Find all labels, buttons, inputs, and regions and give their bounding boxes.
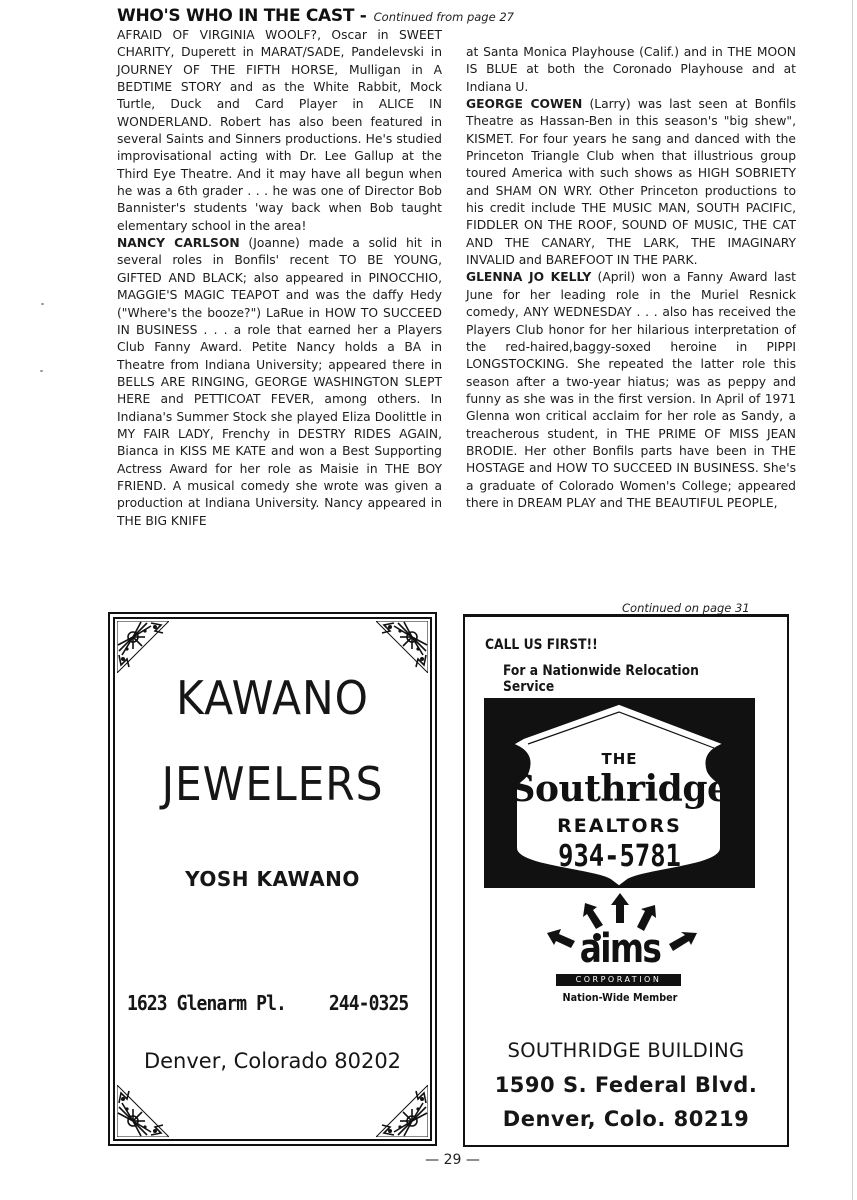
southridge-city: Denver, Colo. 80219 (502, 1107, 750, 1131)
bio-paragraph (466, 44, 796, 96)
southridge-logo-the: THE (601, 750, 638, 768)
page-number: — 29 — (425, 1152, 480, 1168)
southridge-realtors-ad (463, 614, 789, 1147)
bio-paragraph (117, 27, 442, 235)
aims-member-note: Nation-Wide Member (562, 992, 678, 1004)
southridge-phone: 934-5781 (558, 839, 681, 874)
southridge-logo-brand: Southridge (509, 768, 730, 810)
southridge-building: SOUTHRIDGE BUILDING (507, 1039, 745, 1062)
bio-text: at Santa Monica Playhouse (Calif.) and in THE MOON IS BLUE at both the Coronado Playhouse and at Indiana U. (466, 45, 796, 94)
floral-corner-icon (117, 621, 169, 673)
kawano-name-line2: JEWELERS (161, 757, 384, 811)
bio-paragraph (466, 96, 796, 269)
cast-name: NANCY CARLSON (117, 236, 240, 251)
floral-corner-icon (376, 1085, 428, 1137)
aims-wordmark: aims (579, 926, 661, 972)
southridge-logo (484, 698, 755, 888)
kawano-name-line1: KAWANO (176, 671, 369, 725)
bio-paragraph (117, 235, 442, 530)
aims-logo (525, 893, 715, 1018)
kawano-owner: YOSH KAWANO (185, 867, 360, 891)
cast-name: GEORGE COWEN (466, 97, 583, 112)
kawano-jewelers-ad (108, 612, 437, 1146)
scan-speck (40, 370, 43, 372)
southridge-logo-realtors: REALTORS (557, 815, 682, 837)
bio-paragraph (466, 269, 796, 512)
bio-text: (April) won a Fanny Award last June for her leading role in the Muriel Resnick comedy, ANY WEDNESDAY . . . also has received the Players Club honor for her hilarious interpretation of the red-haired,baggy-soxed heroine in PIPPI LONGSTOCKING. She repeated the latter role this season after a two-year hiatus; was as peppy and funny as she was in the first version. In April of 1971 Glenna won critical acclaim for her role as Sandy, a treacherous student, in THE PRIME OF MISS JEAN BRODIE. Her other Bonfils parts have been in THE HOSTAGE and HOW TO SUCCEED IN BUSINESS. She's a graduate of Colorado Women's College; appeared there in DREAM PLAY and THE BEAUTIFUL PEOPLE, (466, 270, 797, 510)
southridge-subtagline: For a Nationwide Relocation Service (503, 663, 699, 695)
southridge-street: 1590 S. Federal Blvd. (494, 1073, 758, 1097)
floral-corner-icon (376, 621, 428, 673)
bio-text: AFRAID OF VIRGINIA WOOLF?, Oscar in SWEET CHARITY, Duperett in MARAT/SADE, Pandelevski in JOURNEY OF THE FIFTH HORSE, Mulligan in A BEDTIME STORY and as the White Rabbit, Mock Turtle, Duck and Card Player in ALICE IN WONDERLAND. Robert has also been featured in several Saints and Sinners productions. He's studied improvisational acting with Dr. Lee Gallup at the Third Eye Theatre. And it may have all begun when he was a 6th grader . . . he was one of Director Bob Bannister's students 'way back when Bob taught elementary school in the area! (117, 28, 442, 233)
southridge-tagline: CALL US FIRST!! (485, 637, 598, 653)
scan-speck (41, 303, 44, 305)
section-header (117, 6, 514, 26)
bio-text: (Larry) was last seen at Bonfils Theatre as Hassan-Ben in this season's "big shew", KISMET. For four years he sang and danced with the Princeton Triangle Club when that illustrious group toured America with such shows as HIGH SOBRIETY and SHAM ON WRY. Other Princeton productions to his credit include THE MUSIC MAN, SOUTH PACIFIC, FIDDLER ON THE ROOF, SOUND OF MUSIC, THE CAT AND THE CANARY, THE LARK, THE IMAGINARY INVALID and BAREFOOT IN THE PARK. (466, 97, 796, 268)
page-edge-line (852, 0, 853, 1200)
bio-text: (Joanne) made a solid hit in several roles in Bonfils' recent TO BE YOUNG, GIFTED AND BLACK; also appeared in PINOCCHIO, MAGGIE'S MAGIC TEAPOT and was the daffy Hedy ("Where's the booze?") LaRue in HOW TO SUCCEED IN BUSINESS . . . a role that earned her a Players Club Fanny Award. Petite Nancy holds a BA in Theatre from Indiana University; appeared there in BELLS ARE RINGING, GEORGE WASHINGTON SLEPT HERE and PETTICOAT FEVER, among others. In Indiana's Summer Stock she played Eliza Doolittle in MY FAIR LADY, Frenchy in DESTRY RIDES AGAIN, Bianca in KISS ME KATE and won a Best Supporting Actress Award for her role as Maisie in THE BOY FRIEND. A musical comedy she wrote was given a production at Indiana University. Nancy appeared in THE BIG KNIFE (117, 236, 442, 528)
section-title: WHO'S WHO IN THE CAST - (117, 6, 367, 26)
aims-corporation-bar: CORPORATION (556, 974, 681, 986)
cast-name: GLENNA JO KELLY (466, 270, 592, 285)
floral-corner-icon (117, 1085, 169, 1137)
kawano-address: 1623 Glenarm Pl. (127, 991, 286, 1015)
continued-from-note: Continued from page 27 (373, 10, 514, 24)
right-column (466, 44, 796, 512)
kawano-phone: 244-0325 (328, 991, 408, 1015)
left-column (117, 27, 442, 530)
continued-on-note: Continued on page 31 (622, 601, 750, 615)
ad-inner-border (113, 617, 432, 1141)
kawano-city: Denver, Colorado 80202 (143, 1049, 402, 1073)
